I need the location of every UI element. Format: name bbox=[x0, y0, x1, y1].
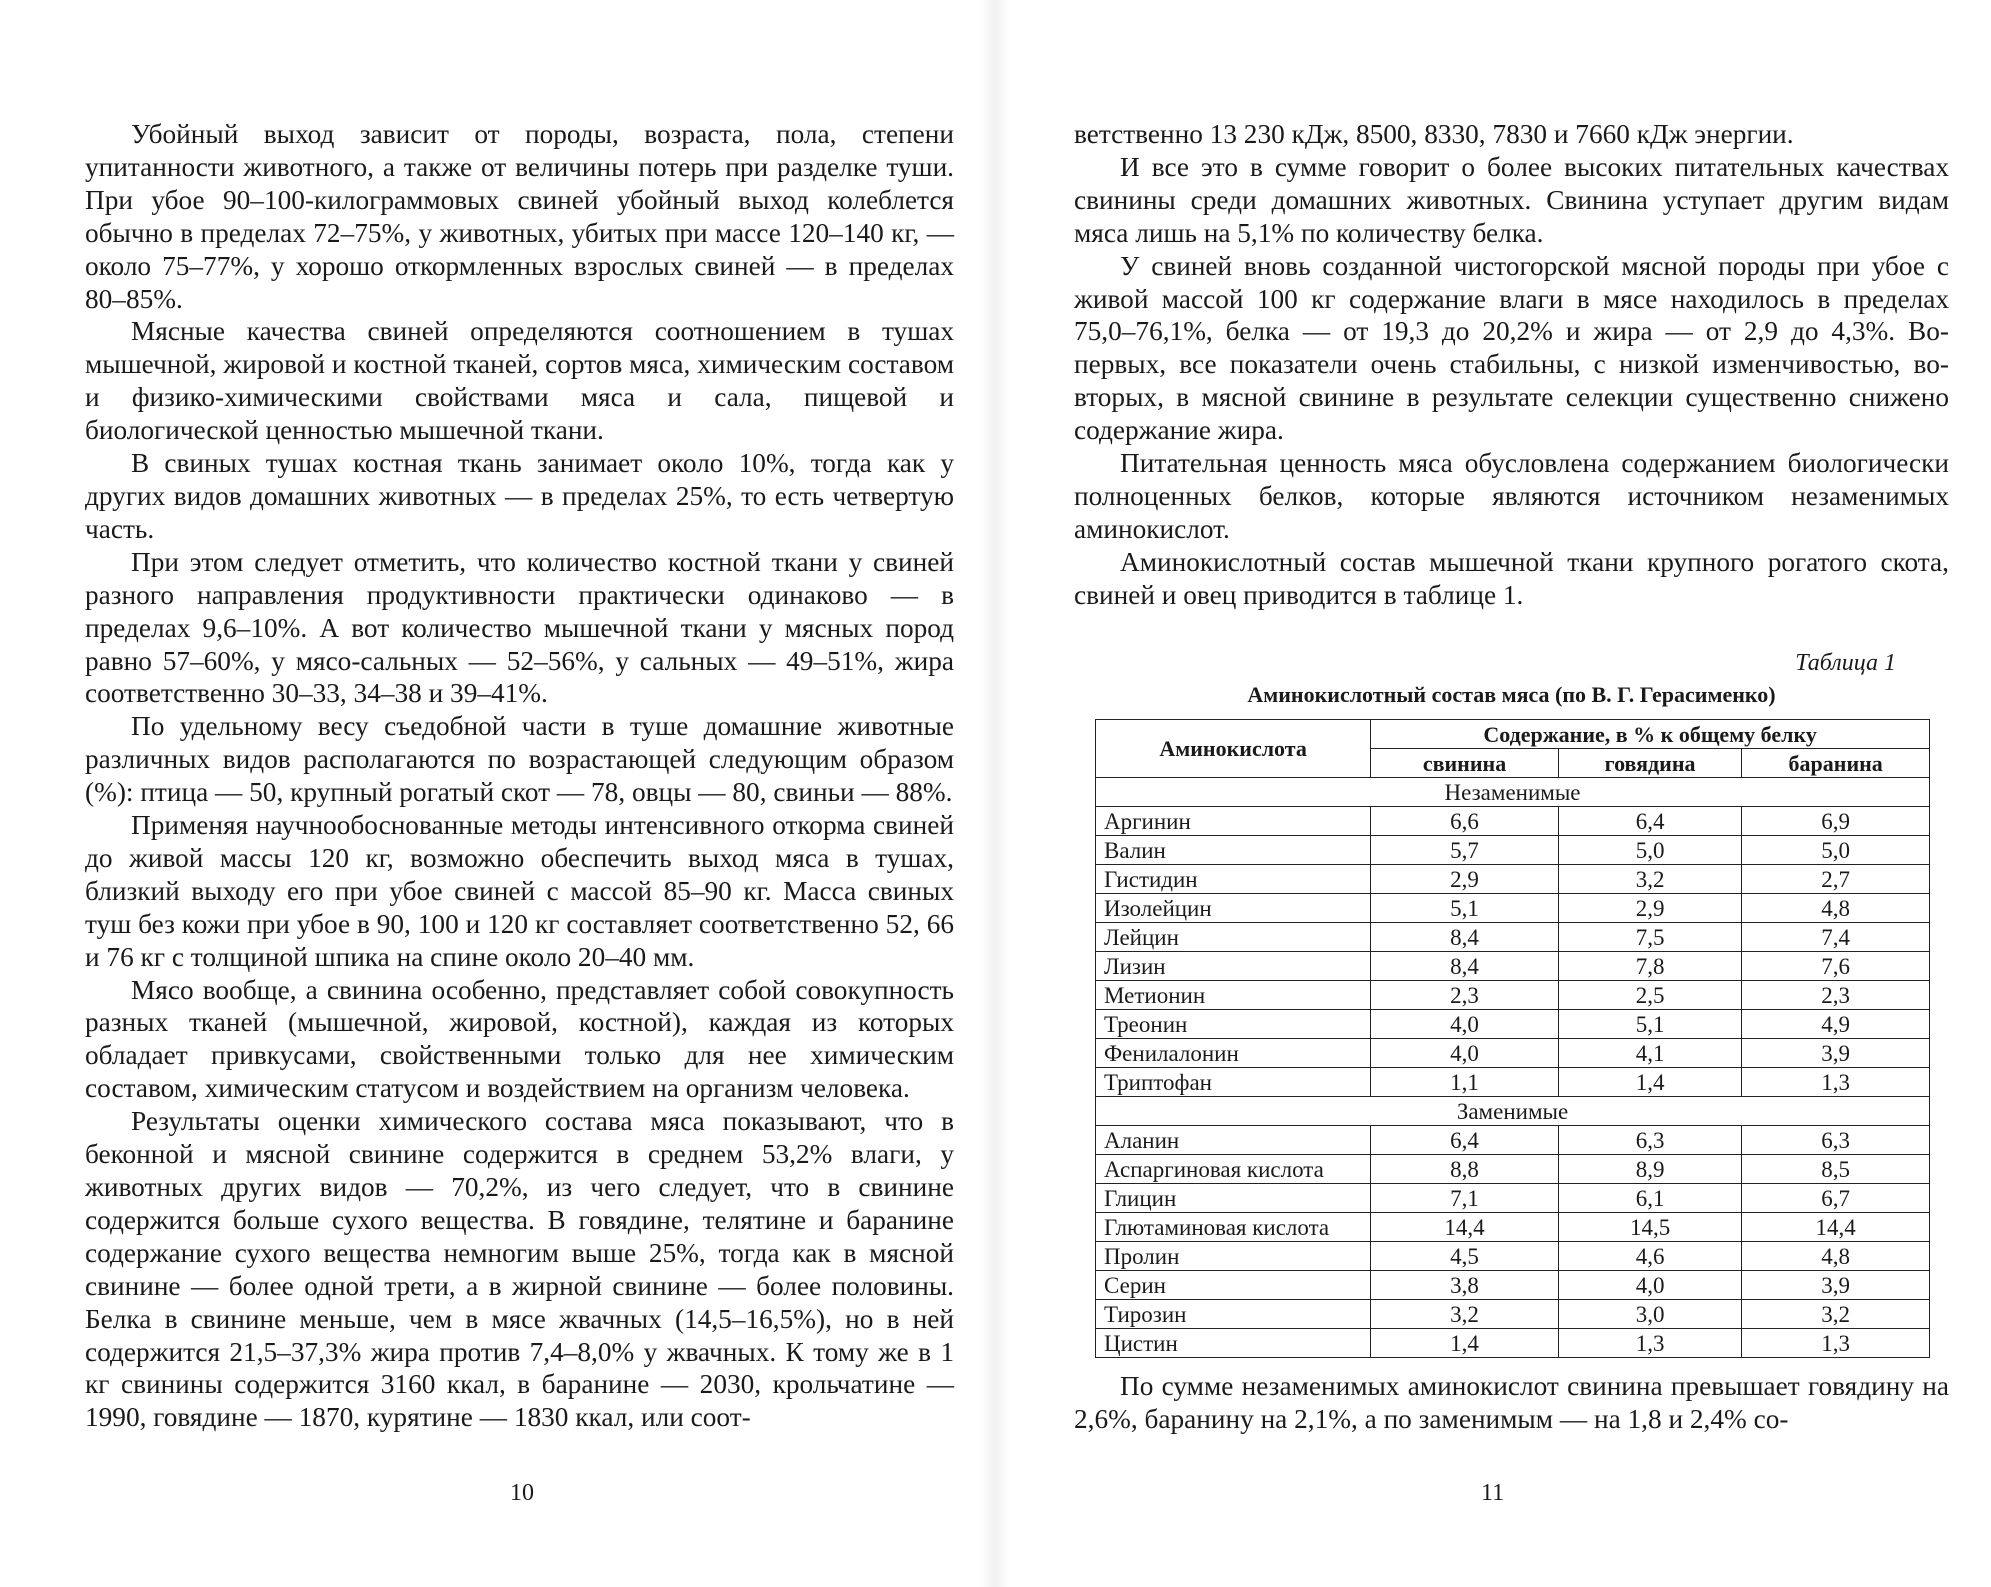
table-cell: 6,1 bbox=[1558, 1184, 1741, 1213]
table-cell: 8,4 bbox=[1371, 923, 1559, 952]
column-header: свинина bbox=[1371, 749, 1559, 778]
table-cell: 14,4 bbox=[1371, 1213, 1559, 1242]
table-row bbox=[1096, 1300, 1930, 1329]
amino-acid-name: Аланин bbox=[1096, 1126, 1371, 1155]
table-cell: 8,8 bbox=[1371, 1155, 1559, 1184]
table-label: Таблица 1 bbox=[1795, 650, 1896, 676]
table-cell: 3,0 bbox=[1558, 1300, 1741, 1329]
table-cell: 7,5 bbox=[1558, 923, 1741, 952]
table-row bbox=[1096, 1039, 1930, 1068]
table-cell: 5,7 bbox=[1371, 836, 1559, 865]
table-cell: 8,9 bbox=[1558, 1155, 1741, 1184]
paragraph: ветственно 13 230 кДж, 8500, 8330, 7830 и 7660 кДж энергии. bbox=[1074, 119, 1794, 149]
table-row bbox=[1096, 981, 1930, 1010]
paragraph: Результаты оценки химического состава мяса показывают, что в беконной и мясной свинине содержится в среднем 53,2% влаги, у животных других видов — 70,2%, из чего следует, что в свинине содержится больше сухого вещества. В говядине, телятине и баранине содержание сухого вещества немногим выше 25%, тогда как в мясной свинине — более одной трети, а в жирной свинине — более половины. Белка в свинине меньше, чем в мясе жвачных (14,5–16,5%), но в ней содержится 21,5–37,3% жира против 7,4–8,0% у жвачных. К тому же в 1 кг свинины содержится 3160 ккал, в баранине — 2030, крольчатине — 1990, говядине — 1870, курятине — 1830 ккал, или соот- bbox=[85, 1106, 954, 1433]
table-cell: 5,1 bbox=[1371, 894, 1559, 923]
table-cell: 4,9 bbox=[1742, 1010, 1930, 1039]
table-cell: 14,5 bbox=[1558, 1213, 1741, 1242]
table-cell: 3,2 bbox=[1371, 1300, 1559, 1329]
table-cell: 1,3 bbox=[1742, 1068, 1930, 1097]
paragraph: В свиных тушах костная ткань занимает около 10%, тогда как у других видов домашних животных — в пределах 25%, то есть четвертую часть. bbox=[85, 448, 954, 544]
table-cell: 7,8 bbox=[1558, 952, 1741, 981]
table-cell: 6,9 bbox=[1742, 807, 1930, 836]
table-header-row bbox=[1096, 720, 1930, 749]
table-cell: 6,7 bbox=[1742, 1184, 1930, 1213]
table-cell: 6,4 bbox=[1371, 1126, 1559, 1155]
right-page bbox=[995, 0, 1991, 1587]
table-cell: 4,8 bbox=[1742, 1242, 1930, 1271]
table-row bbox=[1096, 807, 1930, 836]
paragraph: По удельному весу съедобной части в туше домашние животные различных видов располагаются по возрастающей следующим образом (%): птица — 50, крупный рогатый скот — 78, овцы — 80, свиньи — 88%. bbox=[85, 711, 954, 808]
table-cell: 7,1 bbox=[1371, 1184, 1559, 1213]
amino-acid-name: Пролин bbox=[1096, 1242, 1371, 1271]
amino-acid-name: Серин bbox=[1096, 1271, 1371, 1300]
amino-acid-name: Аргинин bbox=[1096, 807, 1371, 836]
table-cell: 7,6 bbox=[1742, 952, 1930, 981]
table-body bbox=[1096, 778, 1930, 1358]
table-cell: 2,3 bbox=[1742, 981, 1930, 1010]
table-cell: 1,3 bbox=[1742, 1329, 1930, 1358]
table-cell: 4,5 bbox=[1371, 1242, 1559, 1271]
table-row bbox=[1096, 836, 1930, 865]
column-header: говядина bbox=[1558, 749, 1741, 778]
table-cell: 1,1 bbox=[1371, 1068, 1559, 1097]
table-title: Аминокислотный состав мяса (по В. Г. Герасименко) bbox=[1247, 682, 1776, 707]
table-cell: 4,8 bbox=[1742, 894, 1930, 923]
paragraph: При этом следует отметить, что количество костной ткани у свиней разного направления продуктивности практически одинаково — в пределах 9,6–10%. А вот количество мышечной ткани у мясных пород равно 57–60%, у мясо-сальных — 52–56%, у сальных — 49–51%, жира соответственно 30–33, 34–38 и 39–41%. bbox=[85, 546, 954, 709]
table-cell: 4,0 bbox=[1558, 1271, 1741, 1300]
amino-acid-name: Тирозин bbox=[1096, 1300, 1371, 1329]
table-cell: 1,4 bbox=[1558, 1068, 1741, 1097]
table-cell: 3,2 bbox=[1558, 865, 1741, 894]
amino-acid-name: Треонин bbox=[1096, 1010, 1371, 1039]
column-header: Аминокислота bbox=[1096, 720, 1371, 778]
paragraph: Применяя научнообоснованные методы интенсивного откорма свиней до живой массы 120 кг, возможно обеспечить выход мяса в тушах, близкий выходу его при убое свиней с массой 85–90 кг. Масса свиных туш без кожи при убое в 90, 100 и 120 кг составляет соответственно 52, 66 и 76 кг с толщиной шпика на спине около 20–40 мм. bbox=[85, 810, 954, 972]
amino-acid-name: Глицин bbox=[1096, 1184, 1371, 1213]
table-cell: 3,2 bbox=[1742, 1300, 1930, 1329]
paragraph: Аминокислотный состав мышечной ткани крупного рогатого скота, свиней и овец приводится в таблице 1. bbox=[1074, 546, 1949, 610]
amino-acid-name: Триптофан bbox=[1096, 1068, 1371, 1097]
table-cell: 3,9 bbox=[1742, 1039, 1930, 1068]
table-group-row bbox=[1096, 1097, 1930, 1126]
table-row bbox=[1096, 952, 1930, 981]
amino-acid-name: Лейцин bbox=[1096, 923, 1371, 952]
table-group-row bbox=[1096, 778, 1930, 807]
paragraph: Убойный выход зависит от породы, возраста, пола, степени упитанности животного, а также от величины потерь при разделке туши. При убое 90–100-килограммовых свиней убойный выход колеблется обычно в пределах 72–75%, у животных, убитых при массе 120–140 кг, — около 75–77%, у хорошо откормленных взрослых свиней — в пределах 80–85%. bbox=[85, 119, 954, 314]
table-cell: 3,9 bbox=[1742, 1271, 1930, 1300]
table-row bbox=[1096, 1213, 1930, 1242]
table-row bbox=[1096, 1329, 1930, 1358]
page-number: 10 bbox=[510, 1480, 534, 1506]
table-cell: 6,3 bbox=[1742, 1126, 1930, 1155]
table-row bbox=[1096, 1010, 1930, 1039]
table-cell: 5,0 bbox=[1558, 836, 1741, 865]
paragraph: Мясо вообще, а свинина особенно, представляет собой совокупность разных тканей (мышечной, жировой, костной), каждая из которых обладает привкусами, свойственными только для нее химическим составом, химическим статусом и воздействием на организм человека. bbox=[85, 974, 954, 1104]
paragraph: Питательная ценность мяса обусловлена содержанием биологически полноценных белков, которые являются источником незаменимых аминокислот. bbox=[1074, 448, 1949, 544]
amino-acid-name: Глютаминовая кислота bbox=[1096, 1213, 1371, 1242]
group-title: Незаменимые bbox=[1096, 778, 1930, 807]
amino-acid-name: Гистидин bbox=[1096, 865, 1371, 894]
table-cell: 2,7 bbox=[1742, 865, 1930, 894]
table-cell: 2,9 bbox=[1371, 865, 1559, 894]
amino-acid-name: Цистин bbox=[1096, 1329, 1371, 1358]
amino-acid-name: Валин bbox=[1096, 836, 1371, 865]
table-row bbox=[1096, 1184, 1930, 1213]
table-row bbox=[1096, 1155, 1930, 1184]
left-page bbox=[0, 0, 995, 1587]
amino-acid-name: Фенилалонин bbox=[1096, 1039, 1371, 1068]
table-row bbox=[1096, 1068, 1930, 1097]
table-cell: 6,4 bbox=[1558, 807, 1741, 836]
table-cell: 6,6 bbox=[1371, 807, 1559, 836]
table-row bbox=[1096, 1126, 1930, 1155]
table-cell: 4,1 bbox=[1558, 1039, 1741, 1068]
table-cell: 4,6 bbox=[1558, 1242, 1741, 1271]
table-row bbox=[1096, 894, 1930, 923]
right-page-text bbox=[1074, 118, 1949, 612]
table-cell: 2,9 bbox=[1558, 894, 1741, 923]
paragraph: По сумме незаменимых аминокислот свинина превышает говядину на 2,6%, баранину на 2,1%, а по заменимым — на 1,8 и 2,4% со- bbox=[1074, 1371, 1949, 1434]
table-cell: 5,0 bbox=[1742, 836, 1930, 865]
table-row bbox=[1096, 923, 1930, 952]
table-cell: 1,3 bbox=[1558, 1329, 1741, 1358]
table-cell: 8,4 bbox=[1371, 952, 1559, 981]
paragraph: У свиней вновь созданной чистогорской мясной породы при убое с живой массой 100 кг содержание влаги в мясе находилось в пределах 75,0–76,1%, белка — от 19,3 до 20,2% и жира — от 2,9 до 4,3%. Во-первых, все показатели очень стабильны, с низкой изменчивостью, во-вторых, в мясной свинине в результате селекции существенно снижено содержание жира. bbox=[1074, 250, 1949, 446]
table-cell: 4,0 bbox=[1371, 1010, 1559, 1039]
column-header: баранина bbox=[1742, 749, 1930, 778]
amino-acid-name: Изолейцин bbox=[1096, 894, 1371, 923]
paragraph: Мясные качества свиней определяются соотношением в тушах мышечной, жировой и костной тканей, сортов мяса, химическим составом и физико-химическими свойствами мяса и сала, пищевой и биологической ценностью мышечной ткани. bbox=[85, 316, 954, 446]
table-row bbox=[1096, 865, 1930, 894]
amino-acid-table bbox=[1095, 719, 1930, 1358]
amino-acid-name: Аспаргиновая кислота bbox=[1096, 1155, 1371, 1184]
table-cell: 3,8 bbox=[1371, 1271, 1559, 1300]
table-cell: 6,3 bbox=[1558, 1126, 1741, 1155]
amino-acid-name: Метионин bbox=[1096, 981, 1371, 1010]
table-row bbox=[1096, 1242, 1930, 1271]
table-cell: 14,4 bbox=[1742, 1213, 1930, 1242]
left-page-text bbox=[85, 118, 954, 1434]
group-title: Заменимые bbox=[1096, 1097, 1930, 1126]
page-number: 11 bbox=[1481, 1480, 1505, 1506]
table-cell: 5,1 bbox=[1558, 1010, 1741, 1039]
table-row bbox=[1096, 1271, 1930, 1300]
table-cell: 2,3 bbox=[1371, 981, 1559, 1010]
amino-acid-name: Лизин bbox=[1096, 952, 1371, 981]
paragraph: И все это в сумме говорит о более высоких питательных качествах свинины среди домашних животных. Свинина уступает другим видам мяса лишь на 5,1% по количеству белка. bbox=[1074, 151, 1949, 248]
table-cell: 1,4 bbox=[1371, 1329, 1559, 1358]
table-cell: 7,4 bbox=[1742, 923, 1930, 952]
table-cell: 2,5 bbox=[1558, 981, 1741, 1010]
column-header: Содержание, в % к общему белку bbox=[1371, 720, 1930, 749]
table-cell: 4,0 bbox=[1371, 1039, 1559, 1068]
table-cell: 8,5 bbox=[1742, 1155, 1930, 1184]
